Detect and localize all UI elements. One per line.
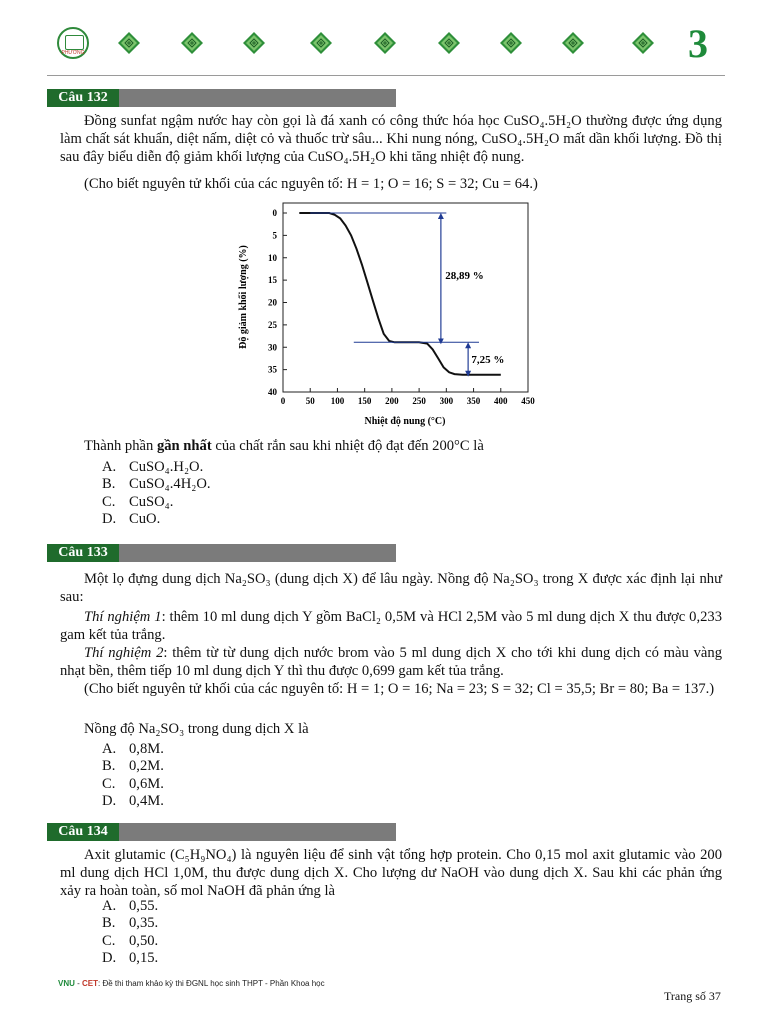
y-tick-label: 20	[268, 297, 277, 308]
q133-experiment-2: Thí nghiệm 2: thêm từ từ dung dịch nước brom vào 5 ml dung dịch X cho tới khi dung dịch có màu vàng nhạt bền, thêm tiếp 10 ml dung dịch Y thì thu được 0,699 gam kết tủa trắng.	[60, 645, 722, 679]
option-key: D.	[102, 510, 117, 527]
y-tick-label: 40	[268, 387, 277, 397]
decorative-diamond-icon	[438, 32, 460, 54]
decorative-diamond-icon	[243, 32, 265, 54]
option-text: 0,50.	[129, 932, 159, 949]
school-logo: PHƯƠNG	[57, 27, 89, 59]
q133-intro: Một lọ đựng dung dịch Na₂SO₃ (dung dịch X) để lâu ngày. Nồng độ Na₂SO₃ trong X được xác định lại như sau:	[60, 571, 722, 605]
x-tick-label: 0	[280, 396, 286, 406]
decorative-diamond-icon	[181, 32, 203, 54]
q133-question: Nồng độ Na₂SO₃ trong dung dịch X là	[84, 721, 309, 737]
x-tick-label: 50	[305, 396, 315, 406]
option-text: 0,8M.	[129, 741, 164, 757]
option-text: CuSO₄.H₂O.	[129, 459, 204, 475]
q134-option-a	[102, 898, 158, 915]
q134-option-c	[102, 933, 158, 950]
q132-option-a	[102, 459, 203, 476]
decorative-diamond-icon	[374, 32, 396, 54]
y-tick-label: 5	[272, 230, 277, 241]
option-text: 0,2M.	[129, 758, 164, 775]
section-number: 3	[688, 21, 708, 66]
q133-option-c	[102, 776, 164, 793]
option-key: A.	[102, 898, 117, 914]
decorative-diamond-icon	[500, 32, 522, 54]
option-key: A.	[102, 459, 117, 475]
decorative-diamond-icon	[632, 32, 654, 54]
x-tick-label: 250	[412, 396, 426, 406]
y-tick-label: 0	[272, 208, 277, 218]
y-tick-label: 25	[268, 319, 277, 330]
question-134-bar	[47, 823, 396, 841]
y-tick-label: 30	[268, 342, 277, 353]
x-tick-label: 350	[466, 396, 481, 406]
q133-option-b	[102, 758, 164, 775]
header-rule	[47, 75, 725, 76]
y-tick-label: 10	[268, 252, 277, 263]
option-key: B.	[102, 758, 116, 775]
q133-experiment-1: Thí nghiệm 1: thêm 10 ml dung dịch Y gồm BaCl₂ 0,5M và HCl 2,5M vào 5 ml dung dịch X thu được 0,233 gam kết tủa trắng.	[60, 609, 722, 643]
q132-question: Thành phần gần nhất của chất rắn sau khi nhiệt độ đạt đến 200°C là	[84, 438, 484, 454]
option-key: C.	[102, 493, 116, 510]
option-text: 0,15.	[129, 949, 159, 966]
decorative-diamond-icon	[562, 32, 584, 54]
q132-option-c	[102, 494, 173, 511]
option-key: A.	[102, 741, 117, 757]
question-label: Câu 133	[47, 544, 119, 562]
y-axis-label: Độ giảm khối lượng (%)	[238, 245, 249, 349]
q134-text: Axit glutamic (C₅H₉NO₄) là nguyên liệu để sinh vật tổng hợp protein. Cho 0,15 mol axit glutamic vào 200 ml dung dịch HCl 1,0M, thu được dung dịch X. Cho lượng dư NaOH vào dung dịch X. Sau khi các phản ứng xảy ra hoàn toàn, số mol NaOH đã phản ứng là	[60, 847, 722, 899]
option-text: CuO.	[129, 510, 161, 527]
q132-option-b	[102, 476, 211, 493]
option-key: B.	[102, 476, 116, 493]
y-tick-label: 15	[268, 275, 277, 286]
decorative-diamond-icon	[310, 32, 332, 54]
page-header	[0, 0, 777, 75]
q133-option-a	[102, 741, 164, 758]
q132-intro: Đồng sunfat ngậm nước hay còn gọi là đá xanh có công thức hóa học CuSO₄.5H₂O thường được ứng dụng làm chất sát khuẩn, diệt nấm, diệt cỏ và thuốc trừ sâu... Khi nung nóng, CuSO₄.5H₂O mất dần khối lượng. Đồ thị sau đây biểu diễn độ giảm khối lượng của CuSO₄.5H₂O khi tăng nhiệt độ nung.	[60, 113, 722, 165]
option-key: C.	[102, 932, 116, 949]
option-text: 0,6M.	[129, 775, 164, 792]
question-label: Câu 134	[47, 823, 119, 841]
option-key: D.	[102, 949, 117, 966]
option-text: 0,4M.	[129, 792, 164, 809]
q133-atomic-masses: (Cho biết nguyên tử khối của các nguyên tố: H = 1; O = 16; Na = 23; S = 32; Cl = 35,5; Br = 80; Ba = 137.)	[84, 681, 715, 697]
q132-option-d	[102, 511, 160, 528]
q133-option-d	[102, 793, 164, 810]
x-tick-label: 200	[385, 396, 399, 406]
mass-loss-chart	[230, 195, 550, 427]
y-tick-label: 35	[268, 364, 277, 375]
option-key: D.	[102, 792, 117, 809]
option-text: CuSO₄.	[129, 493, 174, 510]
x-tick-label: 450	[521, 396, 535, 406]
x-tick-label: 150	[357, 396, 372, 406]
annotation-7-25: 7,25 %	[471, 353, 505, 366]
x-tick-label: 300	[439, 396, 454, 406]
x-axis-label: Nhiệt độ nung (°C)	[364, 416, 446, 427]
question-label: Câu 132	[47, 89, 119, 107]
q134-option-b	[102, 915, 158, 932]
x-tick-label: 400	[494, 396, 508, 406]
x-tick-label: 100	[330, 396, 345, 406]
decorative-diamond-icon	[118, 32, 140, 54]
q134-option-d	[102, 950, 158, 967]
option-key: B.	[102, 915, 116, 932]
option-text: CuSO₄.4H₂O.	[129, 476, 211, 493]
option-key: C.	[102, 775, 116, 792]
option-text: 0,55.	[129, 898, 159, 914]
annotation-28-89: 28,89 %	[445, 270, 484, 283]
option-text: 0,35.	[129, 915, 159, 932]
footer-source: VNU - CET: Đề thi tham khảo kỳ thi ĐGNL học sinh THPT - Phần Khoa học	[58, 979, 325, 988]
mass-loss-curve	[299, 213, 501, 375]
question-132-bar	[47, 89, 396, 107]
page-footer-number: Trang số 37	[664, 989, 721, 1003]
question-133-bar	[47, 544, 396, 562]
q132-atomic-masses: (Cho biết nguyên tử khối của các nguyên tố: H = 1; O = 16; S = 32; Cu = 64.)	[84, 176, 538, 192]
